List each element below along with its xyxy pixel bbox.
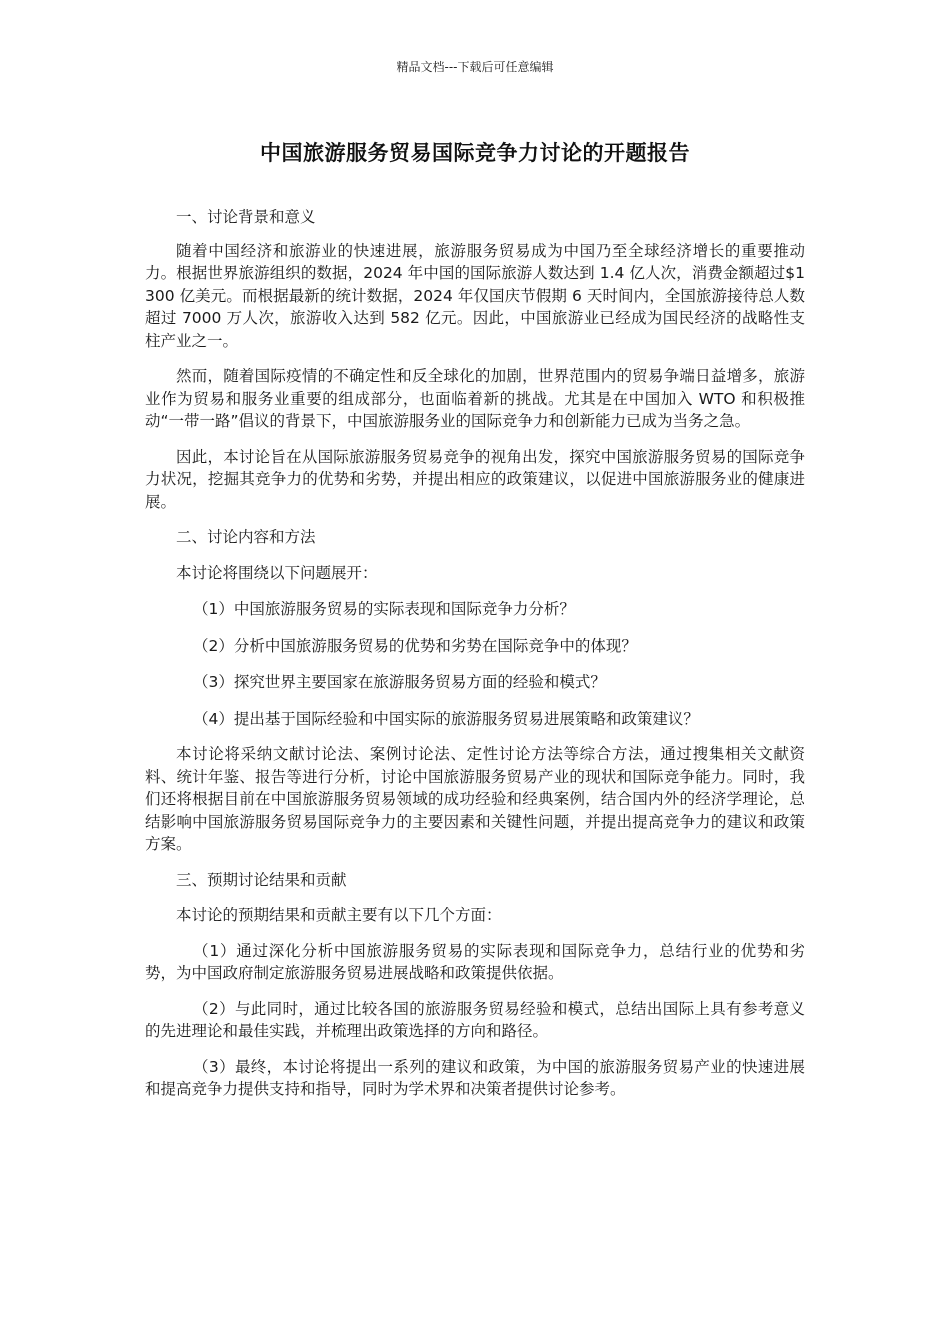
page-header: 精品文档---下载后可任意编辑 [396,60,554,74]
section-3-heading: 三、预期讨论结果和贡献 [176,870,347,889]
question-4: （4）提出基于国际经验和中国实际的旅游服务贸易进展策略和政策建议？ [193,709,699,728]
section-2-heading: 二、讨论内容和方法 [176,528,316,546]
section-2-intro: 本讨论将围绕以下问题展开： [176,563,378,582]
result-2: （2）与此同时，通过比较各国的旅游服务贸易经验和模式，总结出国际上具有参考意义的先进理论和最佳实践，并梳理出政策选择的方向和路径。 [145,999,805,1040]
section-1-paragraph-2: 然而，随着国际疫情的不确定性和反全球化的加剧，世界范围内的贸易争端日益增多，旅游业作为贸易和服务业重要的组成部分，也面临着新的挑战。尤其是在中国加入 WTO 和积极推动“一带一路”倡议的背景下，中国旅游服务业的国际竞争力和创新能力已成为当务之急。 [145,367,805,430]
result-3: （3）最终，本讨论将提出一系列的建议和政策，为中国的旅游服务贸易产业的快速进展和提高竞争力提供支持和指导，同时为学术界和决策者提供讨论参考。 [145,1057,805,1098]
question-3: （3）探究世界主要国家在旅游服务贸易方面的经验和模式？ [193,673,606,691]
result-1: （1）通过深化分析中国旅游服务贸易的实际表现和国际竞争力，总结行业的优势和劣势，为中国政府制定旅游服务贸易进展战略和政策提供依据。 [145,941,805,982]
section-1-heading: 一、讨论背景和意义 [176,208,316,226]
section-1-paragraph-1: 随着中国经济和旅游业的快速进展，旅游服务贸易成为中国乃至全球经济增长的重要推动力。根据世界旅游组织的数据，2024 年中国的国际旅游人数达到 1.4 亿人次，消费金额超过$1300 亿美元。而根据最新的统计数据，2024 年仅国庆节假期 6 天时间内，全国旅游接待总人数超过 7000 万人次，旅游收入达到 582 亿元。因此，中国旅游业已经成为国民经济的战略性支柱产业之一。 [145,241,805,350]
section-2-method-paragraph: 本讨论将采纳文献讨论法、案例讨论法、定性讨论方法等综合方法，通过搜集相关文献资料、统计年鉴、报告等进行分析，讨论中国旅游服务贸易产业的现状和国际竞争能力。同时，我们还将根据目前在中国旅游服务贸易领域的成功经验和经典案例，结合国内外的经济学理论，总结影响中国旅游服务贸易国际竞争力的主要因素和关键性问题，并提出提高竞争力的建议和政策方案。 [145,745,805,853]
section-3-intro: 本讨论的预期结果和贡献主要有以下几个方面： [176,906,502,924]
document-body [145,206,805,1101]
question-2: （2）分析中国旅游服务贸易的优势和劣势在国际竞争中的体现？ [193,636,637,655]
section-1-paragraph-3: 因此，本讨论旨在从国际旅游服务贸易竞争的视角出发，探究中国旅游服务贸易的国际竞争力状况，挖掘其竞争力的优势和劣势，并提出相应的政策建议，以促进中国旅游服务业的健康进展。 [145,447,805,511]
question-1: （1）中国旅游服务贸易的实际表现和国际竞争力分析？ [193,600,575,618]
document-title: 中国旅游服务贸易国际竞争力讨论的开题报告 [260,141,690,165]
